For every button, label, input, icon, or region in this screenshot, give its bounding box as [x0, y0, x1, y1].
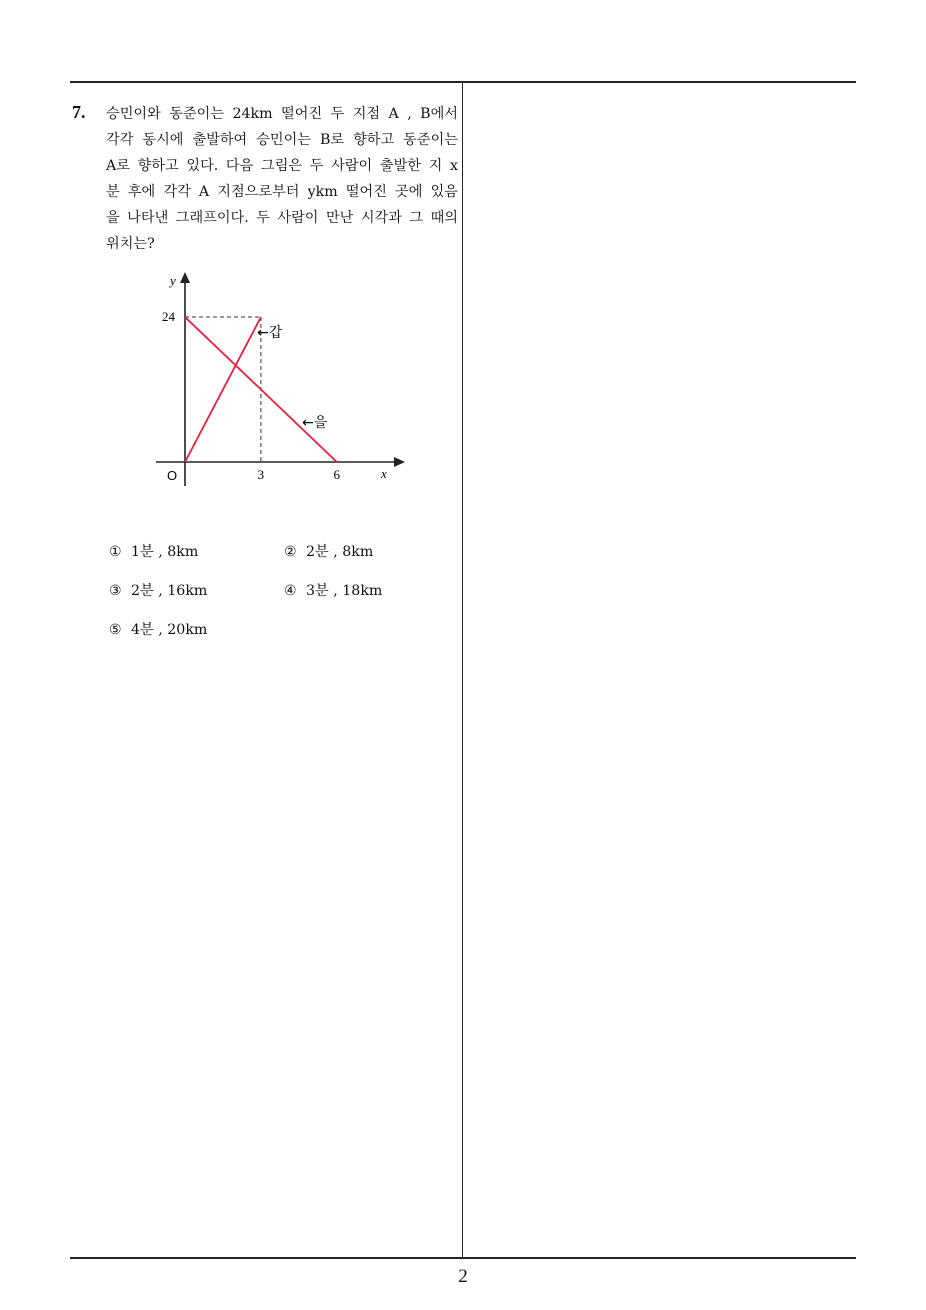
question-text — [106, 101, 458, 257]
choice-1[interactable] — [109, 541, 198, 561]
choice-mark: ① — [109, 544, 122, 560]
choice-text: 2분 , 16km — [131, 583, 208, 599]
question-line: A로 향하고 있다. 다음 그림은 두 사람이 출발한 지 x — [106, 158, 458, 174]
choice-text: 1분 , 8km — [131, 544, 199, 560]
x-tick-label: 3 — [257, 467, 265, 482]
choice-2[interactable] — [284, 541, 373, 561]
choice-4[interactable] — [284, 580, 382, 600]
top-rule — [70, 81, 856, 83]
series-label-gap: ←갑 — [257, 325, 283, 341]
question-line: 각각 동시에 출발하여 승민이는 B로 향하고 동준이는 — [106, 132, 458, 148]
question-line: 분 후에 각각 A 지점으로부터 ykm 떨어진 곳에 있음 — [106, 184, 458, 200]
choice-text: 3분 , 18km — [306, 583, 383, 599]
choice-mark: ③ — [109, 583, 122, 599]
question-line: 승민이와 동준이는 24km 떨어진 두 지점 A , B에서 — [106, 106, 458, 122]
question-number: 7. — [72, 102, 86, 122]
y-axis-label: y — [170, 273, 176, 288]
choice-mark: ⑤ — [109, 622, 122, 638]
y-tick-label: 24 — [162, 309, 175, 324]
distance-time-graph — [150, 266, 412, 492]
page-number: 2 — [458, 1266, 468, 1287]
choice-text: 4분 , 20km — [131, 622, 208, 638]
choice-text: 2분 , 8km — [306, 544, 374, 560]
y-axis-arrow-icon — [180, 272, 190, 283]
x-tick-label: 6 — [333, 467, 341, 482]
choice-mark: ④ — [284, 583, 297, 599]
question-line: 위치는? — [106, 236, 155, 252]
series-label-eul: ←을 — [302, 415, 328, 431]
column-divider — [462, 82, 463, 1258]
choice-5[interactable] — [109, 619, 207, 639]
question-line: 을 나타낸 그래프이다. 두 사람이 만난 시각과 그 때의 — [106, 210, 458, 226]
choice-mark: ② — [284, 544, 297, 560]
origin-label: O — [167, 468, 178, 483]
x-axis-label: x — [381, 466, 387, 481]
choice-3[interactable] — [109, 580, 207, 600]
bottom-rule — [70, 1257, 856, 1259]
x-axis-arrow-icon — [394, 457, 405, 467]
series-line-gap — [185, 317, 261, 462]
